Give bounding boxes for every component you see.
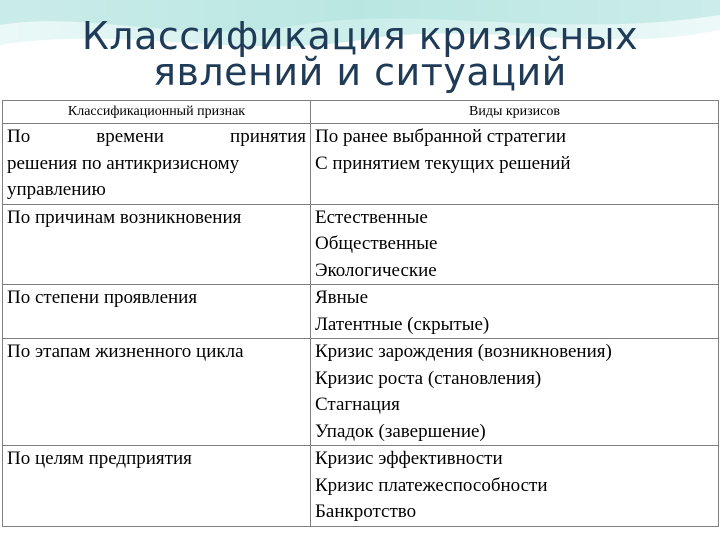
type-item: С принятием текущих решений	[315, 152, 571, 174]
type-item: Общественные	[315, 233, 438, 254]
type-item: Латентные (скрытые)	[315, 313, 490, 335]
criterion-cell: По причинам возникновения	[3, 204, 311, 285]
table-row	[3, 446, 719, 527]
table-row	[3, 339, 719, 446]
table-row	[3, 204, 719, 285]
criterion-line	[7, 124, 306, 151]
type-item: Кризис роста (становления)	[315, 367, 542, 389]
types-cell	[311, 204, 719, 285]
table-header-row	[3, 101, 719, 124]
type-item: Кризис зарождения (возникновения)	[315, 341, 612, 362]
types-cell	[311, 124, 719, 205]
type-item: Явные	[315, 287, 369, 308]
criterion-word: По	[7, 126, 31, 147]
type-item: Кризис платежеспособности	[315, 474, 548, 496]
criterion-cell	[3, 124, 311, 205]
types-cell	[311, 285, 719, 339]
criterion-line: управлению	[7, 179, 106, 200]
title-line-2: явлений и ситуаций	[153, 50, 567, 94]
type-item: Кризис эффективности	[315, 448, 503, 469]
page-title	[0, 14, 720, 94]
criterion-word: времени	[96, 126, 164, 147]
criterion-cell: По целям предприятия	[3, 446, 311, 527]
type-item: Естественные	[315, 206, 428, 228]
title-line-1: Классификация кризисных	[81, 14, 639, 58]
table-row	[3, 124, 719, 205]
classification-table	[2, 100, 719, 527]
criterion-word: принятия	[230, 126, 306, 147]
criterion-cell: По этапам жизненного цикла	[3, 339, 311, 446]
table-row	[3, 285, 719, 339]
types-cell	[311, 446, 719, 527]
type-item: Упадок (завершение)	[315, 420, 486, 442]
type-item: Банкротство	[315, 501, 417, 522]
criterion-line: решения по антикризисному	[7, 152, 240, 174]
column-header-types: Виды кризисов	[311, 101, 719, 124]
column-header-criterion: Классификационный признак	[3, 101, 311, 124]
type-item: Экологические	[315, 259, 437, 281]
criterion-cell: По степени проявления	[3, 285, 311, 339]
type-item: По ранее выбранной стратегии	[315, 126, 567, 147]
types-cell	[311, 339, 719, 446]
type-item: Стагнация	[315, 394, 400, 415]
